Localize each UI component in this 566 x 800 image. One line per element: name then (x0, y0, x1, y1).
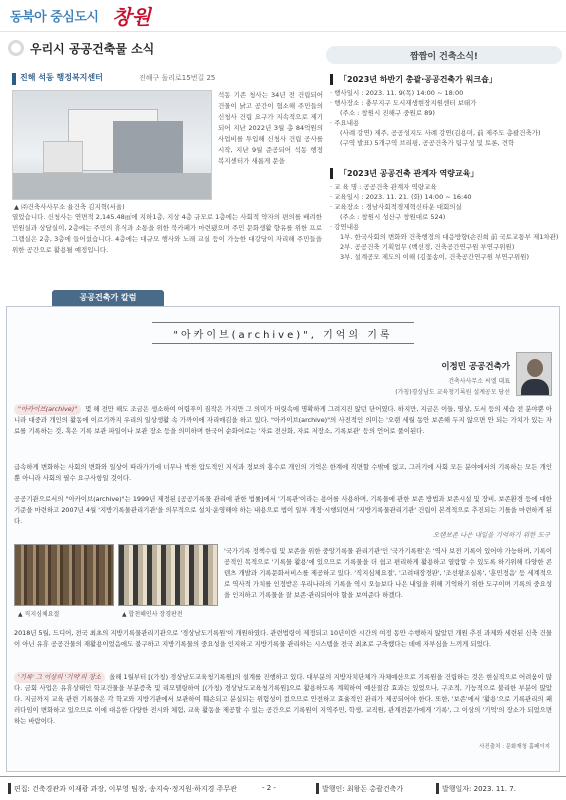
keyword-badge: "아카이브(archive)" (14, 404, 81, 415)
column-paragraph: 2018년 5월, 드디어, 전국 최초의 지방기록물관리기관으로 '경상남도기록원'이 개원하였다. 관련법령이 제정되고 10년이란 시간의 여정 동안 수행하지 않았던 개원 추진 과제와 세련된 신축 건물이 아닌 유휴 공공건물의 재활용이었음에도 불구하고 지방기록물의 중요성을 인지하고 지방기록물 관리하는 시스템을 전국 최초로 구축했다는 데에 자부심을 느끼게 되었다. (14, 629, 552, 648)
column-paragraph (14, 404, 552, 437)
facility-subheader (12, 72, 312, 86)
author-role: 건축사사무소 씨엘 대표 (448, 378, 510, 385)
news-header-label: 짬짬이 건축소식! (409, 52, 479, 62)
brand-logo-script: 창원 (112, 5, 151, 29)
photo-source: 사진출처 : 문화재청 홈페이지 (479, 744, 550, 750)
footer-separator (8, 783, 11, 794)
footer (0, 776, 566, 800)
author-role: (가칭)경상남도 교육청기록원 설계공모 당선 (395, 389, 510, 396)
photo-caption: ▲ 합천해인사 장경판전 (122, 611, 183, 618)
column-title-box (152, 322, 414, 344)
news-line: (주소 : 창원시 진해구 중원로 89) (340, 109, 435, 117)
news-line: 2부. 공공건축 기획업무 (백선경, 건축공간연구원 부연구위원) (340, 243, 515, 251)
news-line: (사례 강연) 제주, 공공성지도 사례 강연(김용미, 前 제주도 총괄건축가) (340, 129, 541, 137)
building-block (113, 121, 183, 173)
news-line: · 교육일시 : 2023. 11. 21. (화) 14:00 ~ 16:40 (330, 193, 472, 201)
paragraph-text: 몇 해 전만 해도 조금은 생소하여 어렵푸이 짐작은 가지만 그 의미가 머릿속에 명확하게 그려지진 않던 단어였다. 하지만, 지금은 이들, 영상, 도서 등의 세습 전 분야뿐 아니라 대중과 개인의 활동에 이르기까지 우리의 일상생활 속 가까이에 자리매김을 하고 있다. "아카이브(archive)"의 사전적인 의미는 '오랜 세월 동안 보존해 두지 않으면 안 되는 가치가 있는 자료를 기록하는 것, 혹은 기록 보관 파일이나 보관 장소 등을 의미하며 한국어 순화어로는 '자료 전산화, 자료 저장소, 기록보관' 등의 언어로 풀이된다. (14, 405, 552, 435)
intro-paragraph: 석동 기존 청사는 34년 전 건립되어 건물이 낡고 공간이 협소해 주민들의 신청사 건립 요구가 지속적으로 제기되어 지난 2022년 3월 총 84억원의 사업비를 투입해 신청사 건립 공사를 시작, 지난 9월 준공되어 석동 행정 복지센터가 새롭게 문을 (218, 91, 323, 165)
paragraph-text: 올해 1월부터 [(가칭) 경상남도교육청기록원]의 설계를 진행하고 있다. 대부분의 지방자치단체가 자체예산으로 기록원을 건립하는 것은 현실적으로 어려움이 많다. 금회 사업은 유휴상태인 학교건물을 부분증축 및 리모델링하여 [(가칭) 경상남도교육청기록원]으로 활용하도록 계획하여 예산절감 효과는 있었으나, 구조적, 기능적으로 불리한 부분이 많았다. 지금까지 교육 관련 기록물은 각 학교와 지방기관에서 보관하여 훼손되고 분실되는 위험성이 컸으므로 안전하고 효율적인 관리가 제공되어야 한다. 또한, '보존'에서 '활용'으로 기록관리의 패러다임이 변화하고 있으므로 이에 대응한 다양한 전시와 체험, 교육 활동을 제공할 수 있는 공간으로 기록원이 지역주민, 학생, 교직원, 관계전문가에게 '기록', 그 이상의 '기억'의 장소가 되었으면 하는 바람이다. (14, 673, 552, 725)
news-line: · 행사일시 : 2023. 11. 9(목) 14:00 ~ 18:00 (330, 89, 464, 97)
facility-address: 진해구 돌리로15번길 25 (139, 74, 216, 82)
news-item-workshop (330, 74, 562, 148)
news-line: · 강연내용 (330, 223, 360, 231)
news-line: · 행사장소 : 충무지구 도시재생현장지원센터 보태가 (330, 99, 477, 107)
news-item-training (330, 168, 562, 262)
news-item-title: 「2023년 공공건축 관계자 역량교육」 (330, 168, 562, 179)
facility-name: 진해 석동 행정복지센터 (20, 73, 103, 82)
column-tab-label: 공공건축가 칼럼 (79, 293, 137, 302)
footer-page-number: - 2 - (262, 784, 276, 792)
avatar-head (527, 359, 543, 377)
photo-caption: ▲ ㈜건축사사무소 율건축 김지혁(서울) (14, 203, 125, 211)
footer-publisher: 발행인: 최왕돈 총괄건축가 (322, 785, 404, 793)
news-line: · 교육장소 : 경남사회적경제혁신타운 대회의실 (330, 203, 462, 211)
author-name: 이정민 공공건축가 (441, 362, 510, 372)
accent-bar (12, 73, 16, 85)
column-tab (52, 290, 164, 306)
column-paragraph: '국가기록 정책수립 및 보존을 위한 중앙기록물 관리기관'인 '국가기록원'은 '역사 보전 기록이 있어야 가능하며, 기록이 공적인 목적으로 '기록물 활용'에 있으므로 기록물을 더 쉽고 편리하게 활용하고 열람할 수 있도록 하기위해 다양한 콘텐츠 개발과 기록문화서비스를 제공하고 있다. '직지심체요절', '고려대장경판', '조선왕조실록', '훈민정음' 등 세계적으로 역사적 가치를 인정받은 우리나라의 기록을 역시 오늘보다 나은 내일을 위해 기억하기 위한 도구이며 기록의 중요성을 인지하고 기록물을 잘 보존·관리되어야 할을 보여준다 하겠다. (224, 547, 552, 599)
avatar-body (521, 379, 549, 396)
footer-date: 발행일자: 2023. 11. 7. (442, 785, 516, 793)
news-header (326, 46, 562, 64)
footer-editor: 편집: 건축경관과 이재광 과장, 이부영 팀장, 송지숙·정지원·하지경 주무관 (14, 785, 237, 793)
news-pill (326, 46, 562, 64)
footer-separator (316, 783, 319, 794)
photo-caption: ▲ 직지심체요절 (18, 611, 60, 618)
footer-separator (436, 783, 439, 794)
news-line: 1부. 한국사회의 변화와 건축행정의 대응방향(손진희 前 국토교통부 제1차관) (340, 233, 559, 241)
archive-photo-jikji (14, 544, 114, 606)
column-paragraph: 급속하게 변화하는 사회의 변화와 일상이 따라가기에 너무나 박찬 압도적인 지식과 정보의 홍수로 개인의 기억은 한계에 직면할 수밖에 없고, 그러기에 사회 모든 분야에서의 기록하는 모든 개인뿐 아니라 사회의 필수 요구사항일 것이다. (14, 463, 552, 482)
column-paragraph (14, 672, 552, 727)
brand-text: 동북아 중심도시 (10, 10, 99, 25)
building-block (43, 141, 83, 173)
keyword-badge: '기록' 그 이상의 '기억'의 장소 (14, 672, 105, 683)
circle-bullet-icon (8, 40, 24, 56)
news-line: · 주요내용 (330, 119, 360, 127)
side-note: 오랜보존 나은 내일을 기억하기 위한 도구 (432, 531, 550, 539)
section-title: 우리시 공공건축물 소식 (30, 42, 155, 56)
archive-photo-janggyeong (118, 544, 218, 606)
top-banner (0, 0, 566, 32)
news-item-title: 「2023년 하반기 총괄·공공건축가 워크숍」 (330, 74, 562, 85)
column-paragraph: 공공기관으로서의 "아카이브(archive)"는 1999년 제정된 [공공기록물 관리에 관한 법률]에서 '기록관'이라는 용어를 사용하며, 기록물에 관한 보존 방법과 보존시설 및 장비, 보존환경 등에 대한 기준을 마련하고 2007년 4월 '지방기록물관리기관'을 의무적으로 설치·운영해야 하는 내용으로 법이 일부 개정·시행되면서 '지방기록물관리기관' 건립이 본격적으로 추진되는 기틀을 마련하게 된다. (14, 495, 552, 525)
ground (13, 173, 212, 200)
building-photo (12, 90, 212, 200)
news-line: · 교 육 명 : 공공건축 관계자 역량교육 (330, 183, 437, 191)
author-avatar (516, 352, 552, 396)
news-line: 3부. 설계공모 제도의 이해 (김꽃송이, 건축공간연구원 부연구위원) (340, 253, 529, 261)
intro-paragraph-continued: 열었습니다. 신청사는 연면적 2,145.48㎡에 지하1층, 지상 4층 규모로 1층에는 사회적 약자의 편의를 배려한 민원실과 상담실이, 2층에는 주민의 휴식과 소통을 위한 북카페가 마련됐으며 주민 문화생활 향유를 위한 프로그램실은 2층, 3층에 들어섰습니다. 4층에는 대규모 행사와 노래 교실 등이 가능한 대강당이 자리해 주민들을 위한 공간으로 활용될 예정입니다. (12, 213, 322, 254)
column-title: "아카이브(archive)", 기억의 기록 (173, 330, 393, 341)
news-line: (구역 발표) 5개구역 브리핑, 공공건축가 팀구성 및 토론, 견학 (340, 139, 515, 147)
news-line: (주소 : 창원시 성산구 창원대로 524) (340, 213, 446, 221)
